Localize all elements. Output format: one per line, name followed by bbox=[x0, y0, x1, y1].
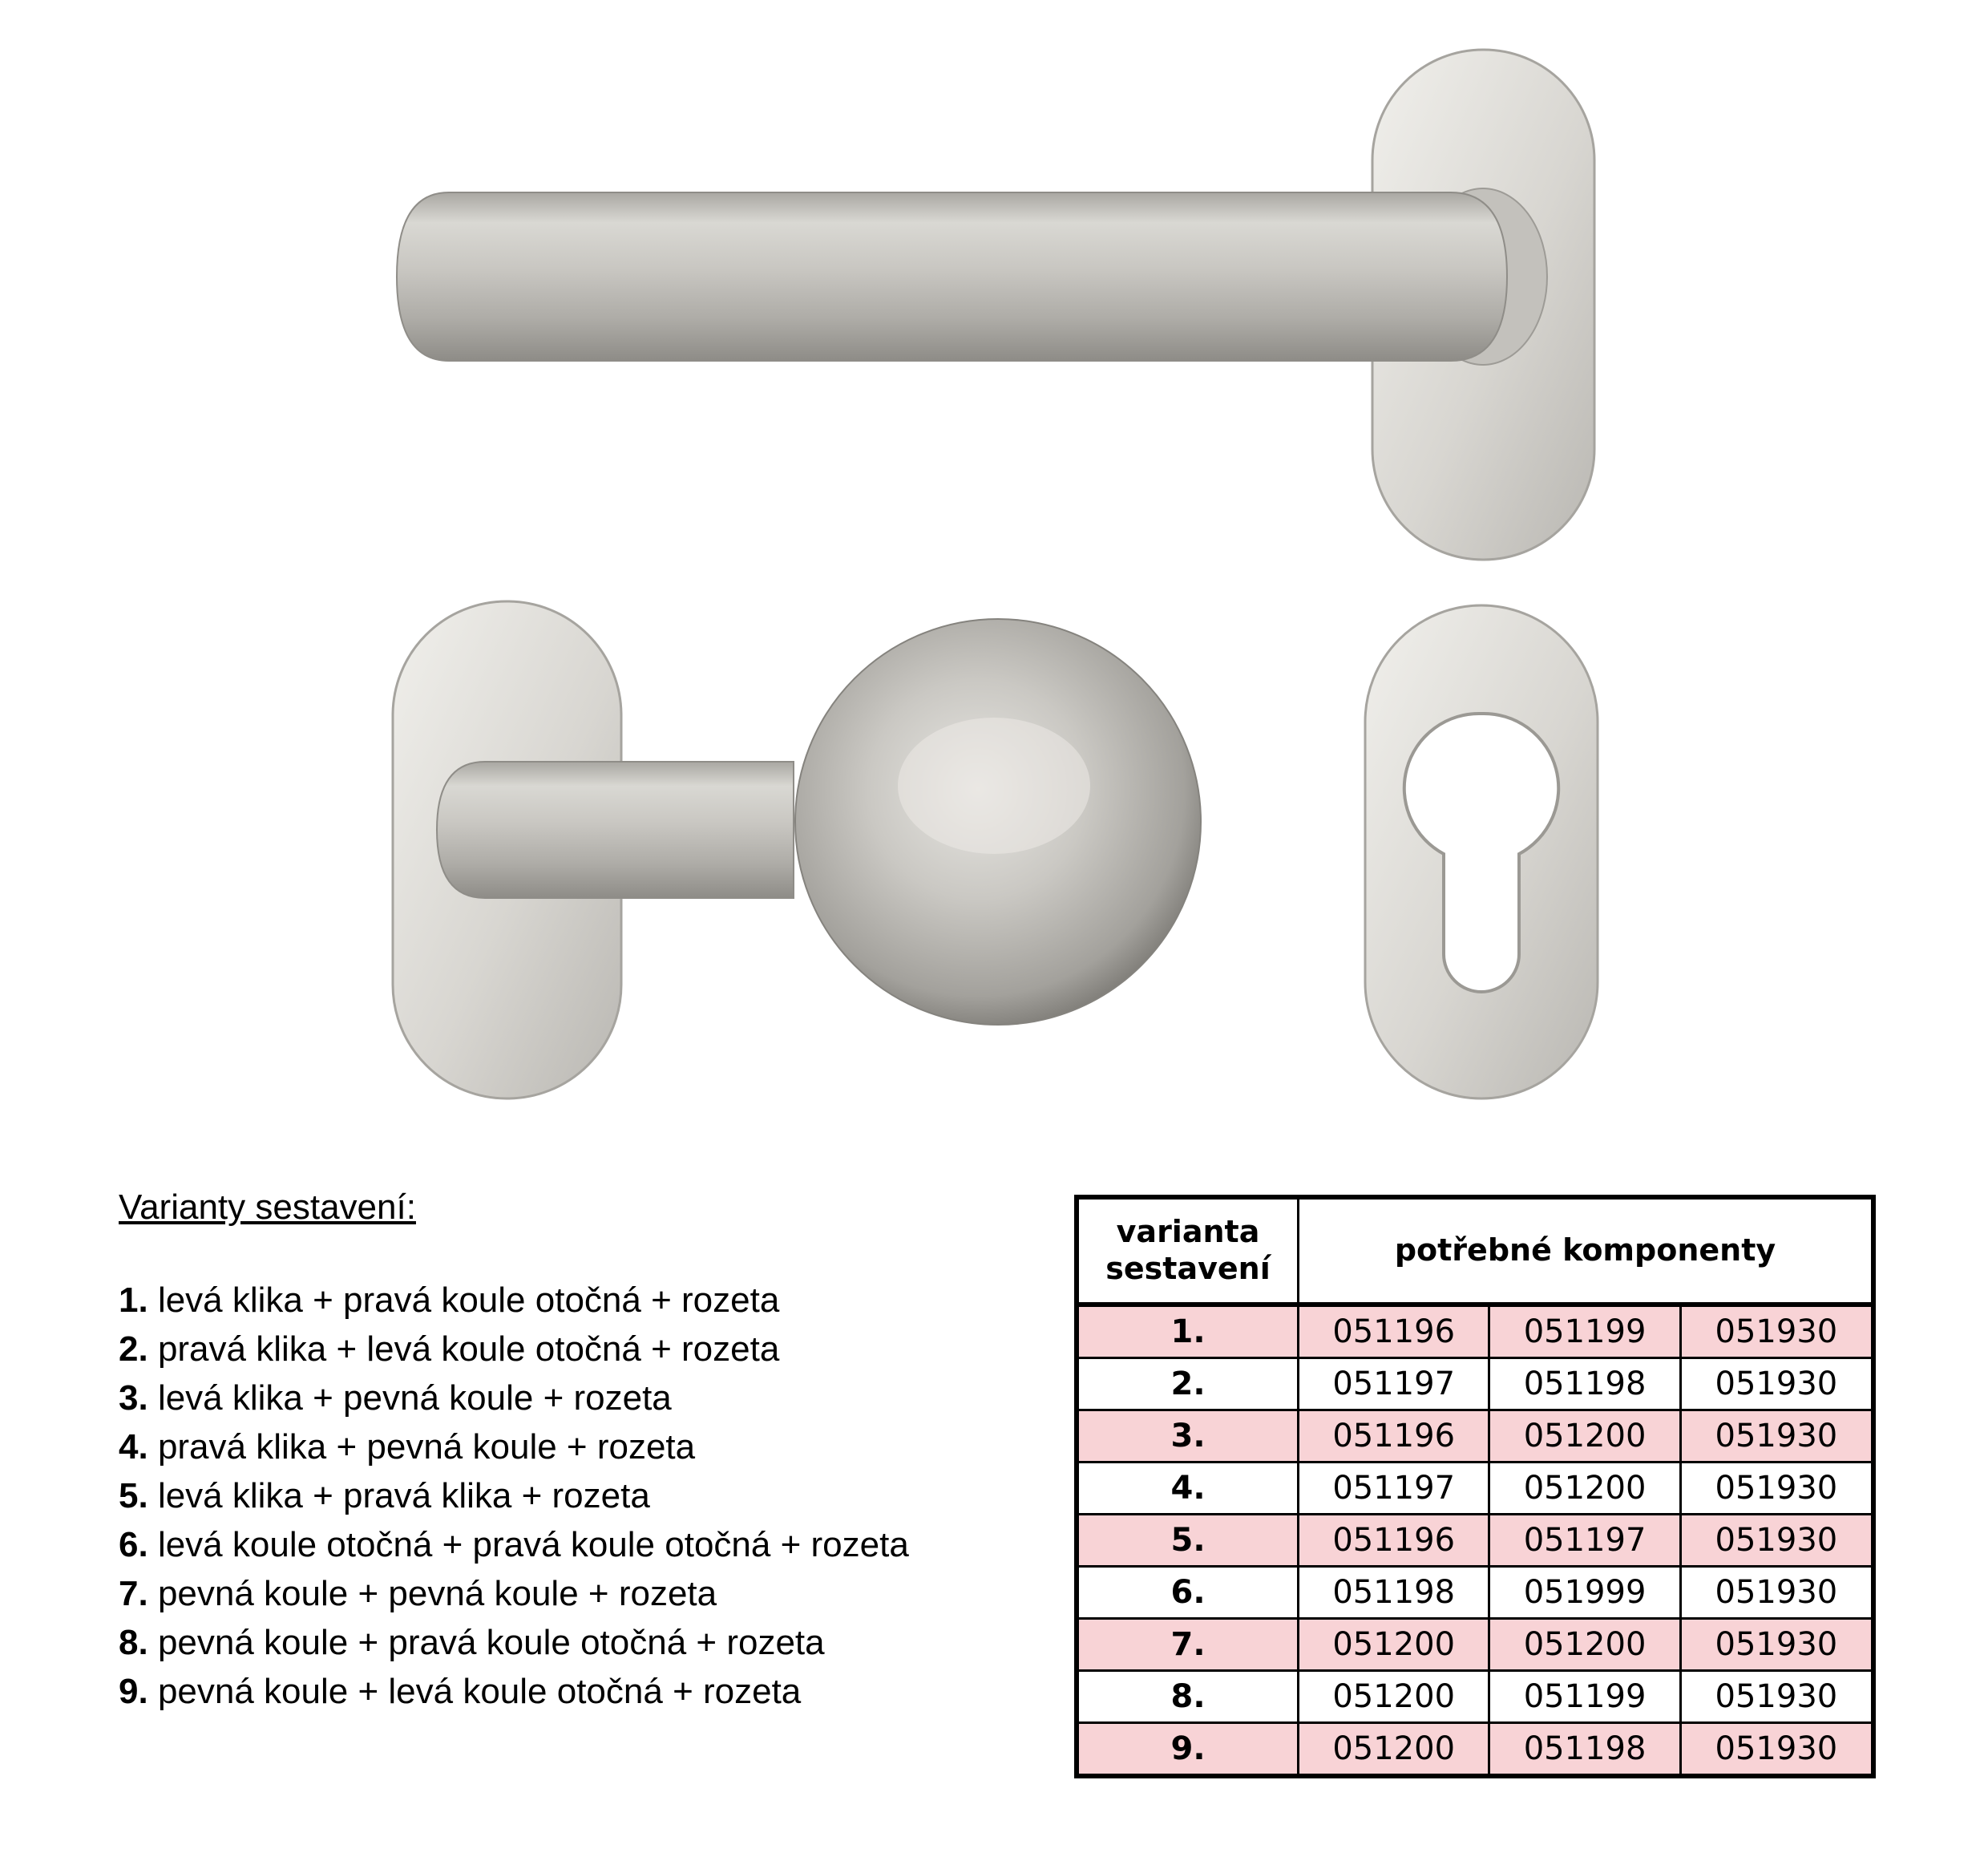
cell-variant: 9. bbox=[1077, 1723, 1299, 1777]
cell-component: 051930 bbox=[1680, 1410, 1873, 1463]
cell-component: 051930 bbox=[1680, 1723, 1873, 1777]
variant-item bbox=[119, 1325, 1081, 1374]
table-row bbox=[1077, 1671, 1873, 1723]
cell-component: 051197 bbox=[1489, 1515, 1680, 1567]
cell-component: 051930 bbox=[1680, 1463, 1873, 1515]
table-row bbox=[1077, 1305, 1873, 1358]
cell-component: 051196 bbox=[1299, 1515, 1489, 1567]
variant-item bbox=[119, 1471, 1081, 1520]
header-variant: varianta sestavení bbox=[1077, 1197, 1299, 1305]
cell-component: 051198 bbox=[1489, 1358, 1680, 1410]
cell-component: 051200 bbox=[1489, 1619, 1680, 1671]
variant-number: 6. bbox=[119, 1524, 148, 1564]
variant-text: levá klika + pravá klika + rozeta bbox=[157, 1475, 650, 1515]
cell-component: 051999 bbox=[1489, 1567, 1680, 1619]
table-row bbox=[1077, 1410, 1873, 1463]
variant-number: 3. bbox=[119, 1378, 148, 1418]
table-row bbox=[1077, 1515, 1873, 1567]
variant-number: 9. bbox=[119, 1671, 148, 1711]
table-header-row bbox=[1077, 1197, 1873, 1305]
cell-component: 051930 bbox=[1680, 1305, 1873, 1358]
variant-item bbox=[119, 1276, 1081, 1325]
table-body bbox=[1077, 1305, 1873, 1776]
cell-component: 051199 bbox=[1489, 1305, 1680, 1358]
variant-item bbox=[119, 1569, 1081, 1618]
cell-component: 051196 bbox=[1299, 1305, 1489, 1358]
cell-component: 051930 bbox=[1680, 1358, 1873, 1410]
variant-item bbox=[119, 1618, 1081, 1667]
cell-component: 051930 bbox=[1680, 1567, 1873, 1619]
cell-component: 051200 bbox=[1489, 1410, 1680, 1463]
components-table bbox=[1074, 1195, 1876, 1778]
variant-text: pravá klika + levá koule otočná + rozeta bbox=[157, 1329, 780, 1369]
variant-number: 4. bbox=[119, 1426, 148, 1467]
variant-text: pevná koule + levá koule otočná + rozeta bbox=[157, 1671, 802, 1711]
variant-number: 7. bbox=[119, 1573, 148, 1613]
cell-variant: 6. bbox=[1077, 1567, 1299, 1619]
variant-text: pravá klika + pevná koule + rozeta bbox=[157, 1426, 696, 1467]
cell-variant: 5. bbox=[1077, 1515, 1299, 1567]
cell-component: 051200 bbox=[1489, 1463, 1680, 1515]
cell-variant: 4. bbox=[1077, 1463, 1299, 1515]
lever-handle-photo bbox=[397, 50, 1594, 560]
variants-block bbox=[119, 1187, 1081, 1716]
cell-component: 051930 bbox=[1680, 1671, 1873, 1723]
cell-component: 051196 bbox=[1299, 1410, 1489, 1463]
variant-item bbox=[119, 1520, 1081, 1569]
cell-variant: 7. bbox=[1077, 1619, 1299, 1671]
cell-variant: 2. bbox=[1077, 1358, 1299, 1410]
variant-text: levá klika + pevná koule + rozeta bbox=[157, 1378, 672, 1418]
cell-component: 051197 bbox=[1299, 1358, 1489, 1410]
table-row bbox=[1077, 1567, 1873, 1619]
cell-variant: 8. bbox=[1077, 1671, 1299, 1723]
variant-item bbox=[119, 1374, 1081, 1422]
table-row bbox=[1077, 1723, 1873, 1777]
variant-number: 8. bbox=[119, 1622, 148, 1662]
table-row bbox=[1077, 1619, 1873, 1671]
cell-variant: 3. bbox=[1077, 1410, 1299, 1463]
table-row bbox=[1077, 1463, 1873, 1515]
header-components: potřebné komponenty bbox=[1299, 1197, 1874, 1305]
escutcheon-photo bbox=[1365, 605, 1598, 1098]
variant-item bbox=[119, 1667, 1081, 1716]
cell-component: 051200 bbox=[1299, 1723, 1489, 1777]
knob-photo bbox=[393, 601, 1201, 1098]
lever-bar bbox=[397, 192, 1507, 361]
cell-component: 051200 bbox=[1299, 1671, 1489, 1723]
variant-text: pevná koule + pravá koule otočná + rozeta bbox=[157, 1622, 825, 1662]
variant-text: levá koule otočná + pravá koule otočná + rozeta bbox=[157, 1524, 909, 1564]
cell-component: 051198 bbox=[1299, 1567, 1489, 1619]
table-header bbox=[1077, 1197, 1873, 1305]
cell-component: 051197 bbox=[1299, 1463, 1489, 1515]
variant-number: 2. bbox=[119, 1329, 148, 1369]
knob-neck bbox=[437, 762, 794, 898]
variant-text: pevná koule + pevná koule + rozeta bbox=[157, 1573, 717, 1613]
variant-list bbox=[119, 1276, 1081, 1716]
cell-component: 051930 bbox=[1680, 1619, 1873, 1671]
cell-component: 051199 bbox=[1489, 1671, 1680, 1723]
variant-item bbox=[119, 1422, 1081, 1471]
cell-variant: 1. bbox=[1077, 1305, 1299, 1358]
cell-component: 051198 bbox=[1489, 1723, 1680, 1777]
variant-text: levá klika + pravá koule otočná + rozeta bbox=[157, 1280, 780, 1320]
cell-component: 051930 bbox=[1680, 1515, 1873, 1567]
cell-component: 051200 bbox=[1299, 1619, 1489, 1671]
variant-number: 5. bbox=[119, 1475, 148, 1515]
variants-heading: Varianty sestavení: bbox=[119, 1187, 416, 1227]
variant-number: 1. bbox=[119, 1280, 148, 1320]
table-row bbox=[1077, 1358, 1873, 1410]
knob-highlight bbox=[898, 718, 1090, 854]
